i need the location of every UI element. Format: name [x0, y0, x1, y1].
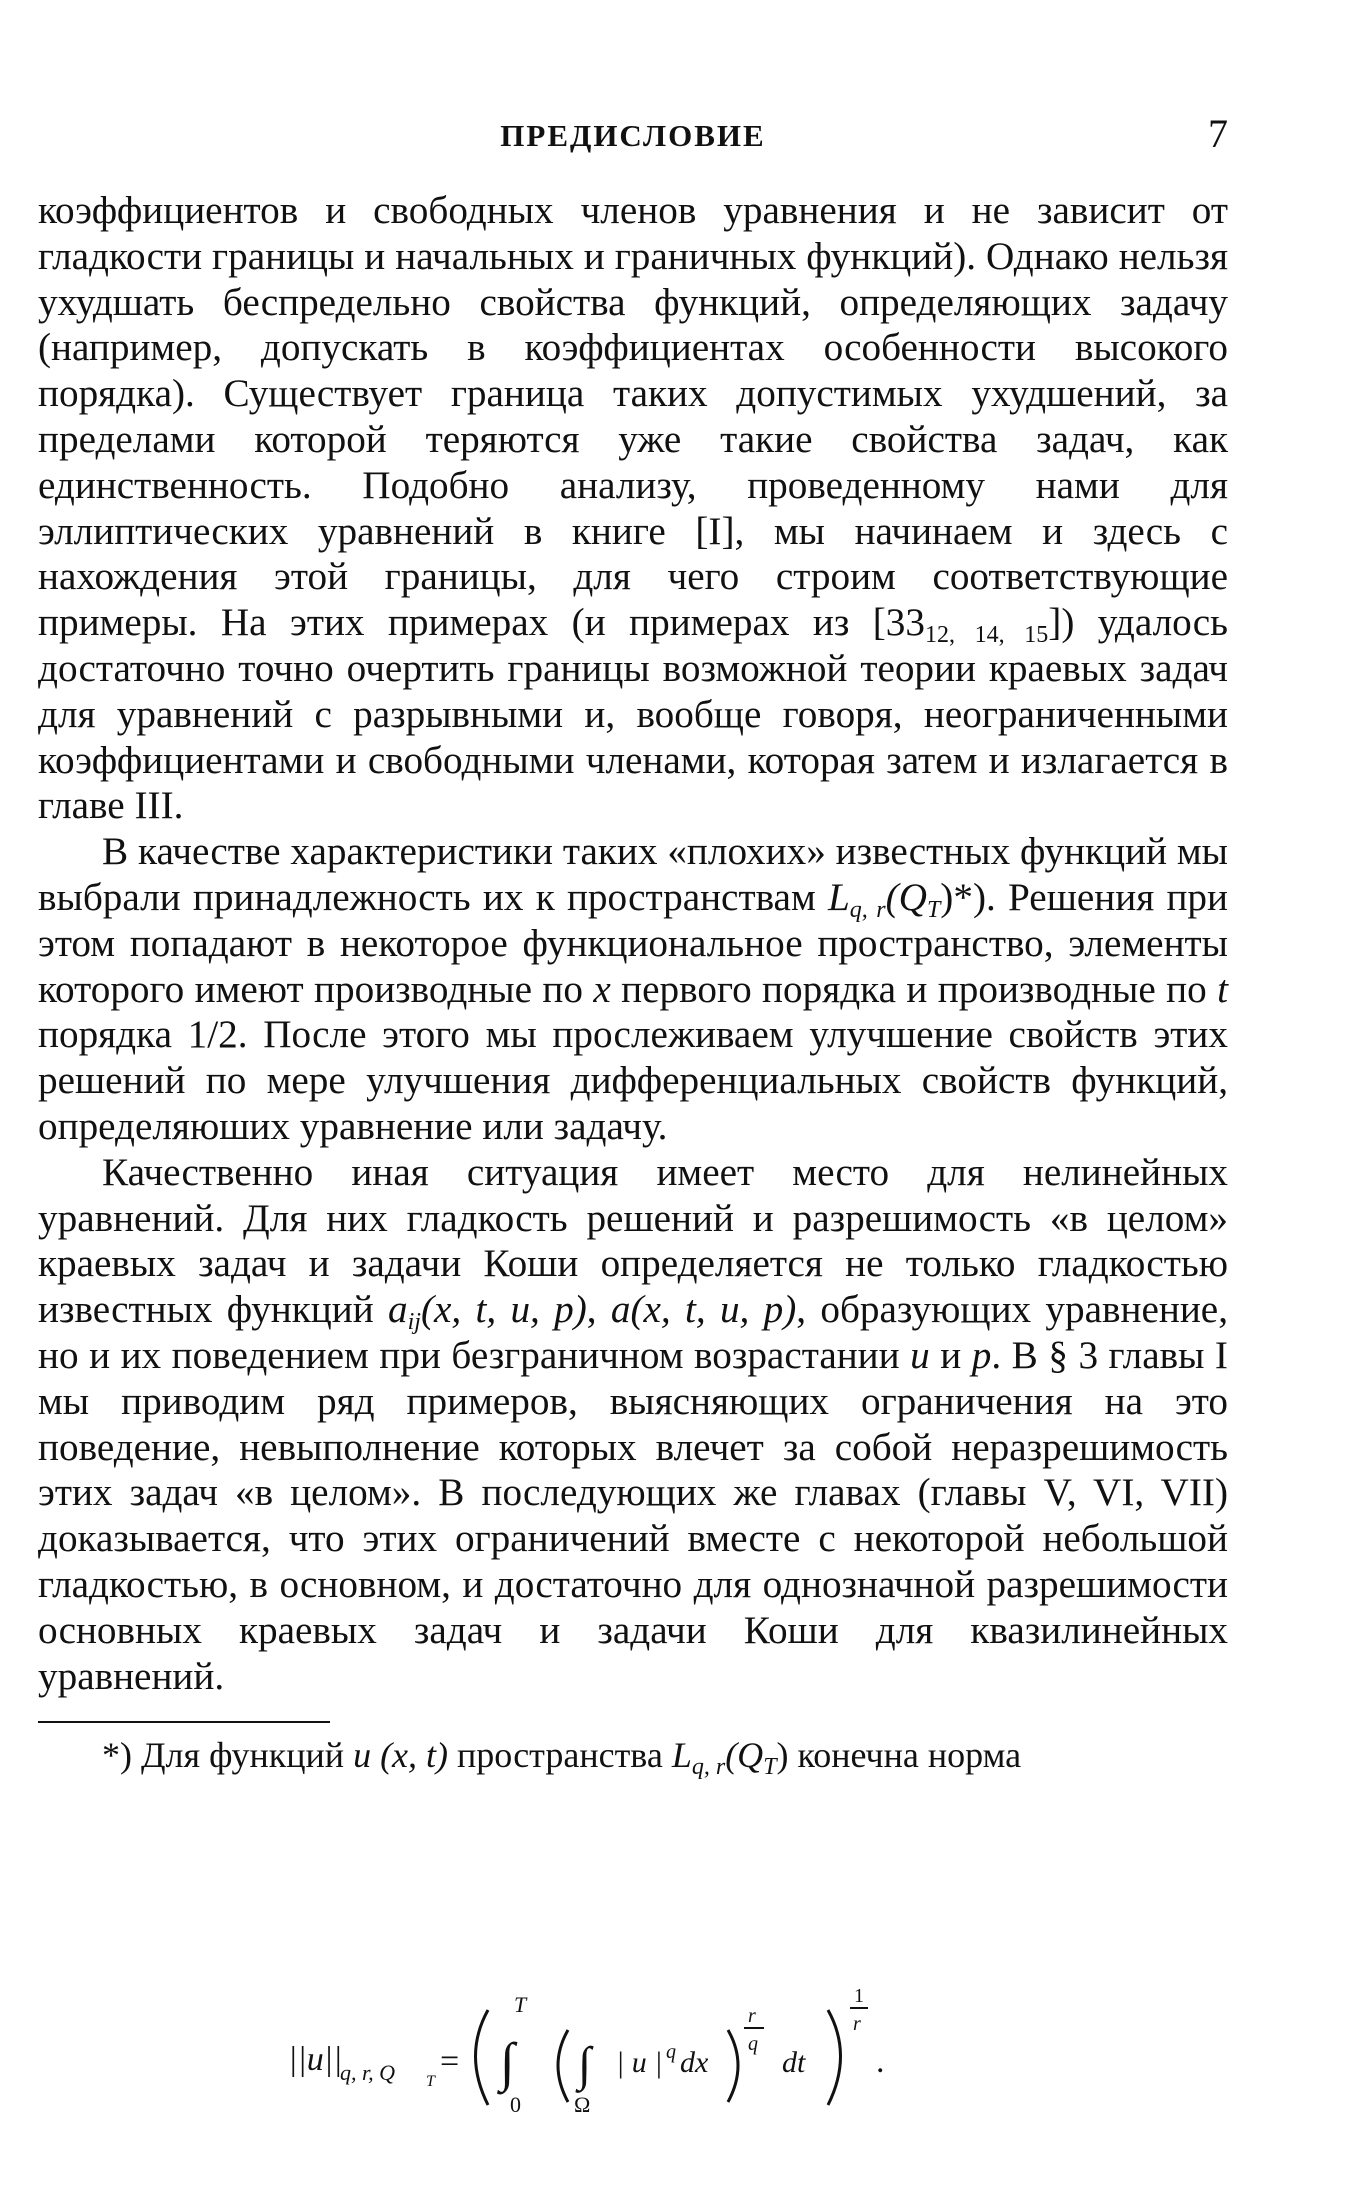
footnote — [38, 1733, 1228, 1781]
text-span: , образующих уравнение, но и их поведением при безграничном возрастании — [38, 1288, 1228, 1377]
formula-q-exponent: q — [666, 2041, 676, 2063]
text-span: В качестве характеристики таких «плохих» известных функций мы выбрали принадлежность их к пространствам — [38, 830, 1228, 919]
math-subscript: q, r — [849, 896, 886, 923]
running-title: ПРЕДИСЛОВИЕ — [500, 118, 766, 153]
math-symbol: u (x, t) — [353, 1735, 449, 1776]
text-span: Качественно иная ситуация имеет место для нелинейных уравнений. Для них гладкость решений и разрешимость «в целом» краевых задач и задачи Коши определяется не только гладкостью известных функций — [38, 1150, 1228, 1332]
text-span: и — [929, 1333, 972, 1377]
inner-integral-sign: ∫ — [578, 2038, 592, 2091]
outer-right-paren — [828, 2010, 841, 2105]
formula-lhs-subscript: q, r, Q — [340, 2060, 396, 2085]
inner-right-paren — [728, 2030, 738, 2102]
footnote-divider — [38, 1721, 330, 1723]
paragraph-1 — [38, 188, 1228, 829]
math-symbol: x — [593, 967, 611, 1011]
outer-exponent-denominator: r — [853, 2013, 861, 2035]
math-symbol: p — [971, 1333, 992, 1377]
formula-end-dot: . — [876, 2043, 885, 2080]
outer-integral-lower: 0 — [510, 2092, 521, 2117]
text-span: первого порядка и производные по — [610, 967, 1218, 1011]
math-symbol: (Q — [725, 1735, 764, 1776]
text-span: . В § 3 главы I мы приводим ряд примеров, выясняющих ограничения на это поведение, невыполнение которых влечет за собой неразрешимость этих задач «в целом». В последующих же главах (главы V, VI, VII) доказывается, что этих ограничений вместе с некоторой небольшой гладкостью, в основном, и достаточно для однозначной разрешимости основных краевых задач и задачи Коши для квазилинейных уравнений. — [38, 1333, 1228, 1698]
page-header — [38, 110, 1228, 162]
math-symbol: L — [671, 1735, 692, 1776]
page — [38, 110, 1229, 1781]
paragraph-3 — [38, 1150, 1228, 1700]
formula-dx: dx — [680, 2046, 709, 2079]
outer-integral-upper: T — [514, 1992, 527, 2017]
math-symbol: (Q — [885, 875, 927, 919]
math-symbol: (x, t, u, p) — [420, 1288, 587, 1332]
text-span: коэффициентов и свободных членов уравнения и не зависит от гладкости границы и начальных и граничных функций). Однако нельзя ухудшать беспредельно свойства функций, определяющих задачу (например, допускать в коэффициентах особенности высокого порядка). Существует граница таких допустимых ухудшений, за пределами которой теряются уже такие свойства задач, как единственность. Подобно анализу, проведенному нами для эллиптических уравнений в книге [I], мы начинаем и здесь с нахождения этой границы, для чего строим соответствующие примеры. На этих примерах (и примерах из [33 — [38, 189, 1228, 645]
text-span: *) Для функций — [102, 1735, 354, 1776]
r-over-q-numerator: r — [748, 2005, 756, 2027]
text-span: пространства — [448, 1735, 672, 1776]
text-span: , — [586, 1288, 611, 1332]
text-span: ) конечна норма — [776, 1735, 1022, 1776]
text-span: порядка 1/2. После этого мы прослеживаем улучшение свойств этих решений по мере улучшения дифференциальных свойств функций, определяюших уравнение или задачу. — [38, 1013, 1228, 1148]
inner-integral-lower: Ω — [574, 2092, 591, 2117]
reference-subscript: 12, 14, 15 — [925, 622, 1049, 649]
formula-integrand: | u | — [616, 2046, 663, 2079]
text-span: ]) удалось достаточно точно очертить границы возможной теории краевых задач для уравнений с разрывными и, вообще говоря, неограниченными коэффициентами и свободными членами, которая затем и излагается в главе III. — [38, 601, 1229, 828]
norm-formula — [248, 1980, 1008, 2120]
page-number: 7 — [1208, 111, 1228, 156]
math-symbol: a(x, t, u, p) — [610, 1288, 797, 1332]
math-symbol: L — [828, 875, 850, 919]
outer-integral-sign: ∫ — [500, 2032, 515, 2092]
formula-lhs: ||u|| — [288, 2041, 343, 2078]
formula-dt: dt — [782, 2046, 806, 2079]
inner-left-paren — [558, 2030, 568, 2102]
math-subscript: T — [763, 1754, 777, 1781]
math-symbol: a — [388, 1288, 408, 1332]
math-subscript: q, r — [691, 1754, 726, 1781]
formula-lhs-subsubscript: T — [426, 2073, 435, 2090]
outer-exponent-numerator: 1 — [854, 1985, 864, 2007]
math-symbol: t — [1217, 967, 1228, 1011]
r-over-q-denominator: q — [748, 2033, 758, 2055]
math-symbol: u — [910, 1333, 930, 1377]
paragraph-2 — [38, 829, 1228, 1150]
formula-equals: = — [440, 2043, 460, 2080]
math-subscript: T — [926, 896, 941, 923]
outer-left-paren — [476, 2010, 489, 2105]
math-subscript: ij — [407, 1309, 421, 1336]
text-span: )*). Решения при этом попадают в некоторое функциональное пространство, элементы которого имеют производные по — [38, 875, 1228, 1011]
